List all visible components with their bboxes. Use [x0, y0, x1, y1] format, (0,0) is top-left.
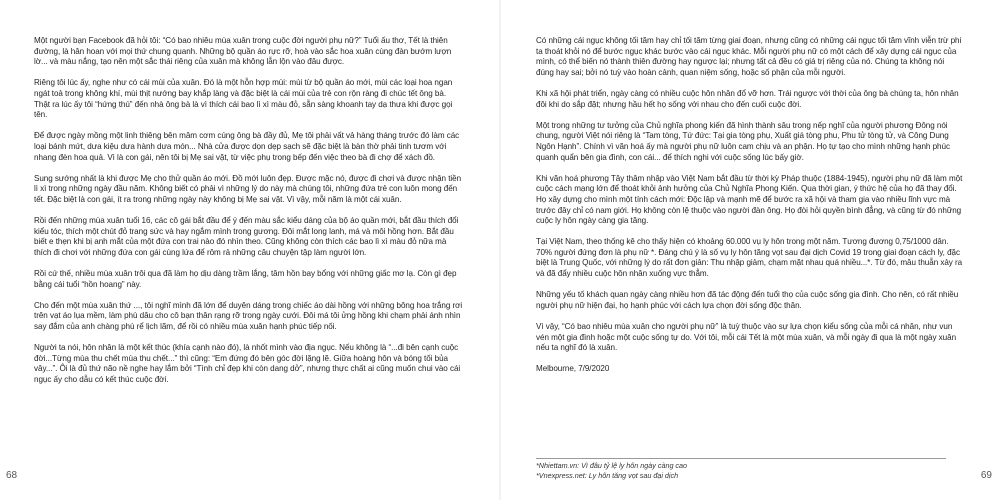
- paragraph: Vì vậy, “Có bao nhiêu mùa xuân cho người phụ nữ” là tuỳ thuộc vào sự lựa chọn kiểu sống của mỗi cá nhân, như vun vén một gia đình hoặc một cuộc sống tự do. Với tôi, mỗi cái Tết là một mùa xuân, và mỗi ngày đi qua là một ngày xuân nếu ta nghĩ đó là xuân.: [536, 322, 957, 353]
- paragraph: Sung sướng nhất là khi được Mẹ cho thử quần áo mới. Đồ mới luôn đẹp. Được mặc nó, được đi chơi và được nhận tiền lì xì trong những ngày đầu năm. Không biết có phải vì những lý do này mà chúng tôi, những đứa trẻ con luôn mong đến tết. Đặc biệt là con gái, ít ra trong những ngày này không bị Mẹ sai vặt. Vì vậy, mỗi năm là một cái xuân.: [34, 173, 462, 204]
- left-text-column: [34, 36, 464, 396]
- paragraph: Người ta nói, hôn nhân là một kết thúc (khía cạnh nào đó), là nhốt mình vào địa ngục. Nếu không là “...đi bên cạnh cuộc đời...Từng mùa thu chết mùa thu chết...” thì cũng: “Em đứng đó bên góc đời lặng lẽ. Giữa hoàng hôn và bóng tối bủa vây...”. Ôi là đủ thứ não nề nghe hay lắm bởi “Tình chỉ đẹp khi còn dang dở”, nhưng thực chất ai cũng muốn chui vào cái ngục ấy cho dẫu có kết thúc cuộc đời.: [34, 343, 461, 384]
- paragraph: Một người bạn Facebook đã hỏi tôi: “Có bao nhiêu mùa xuân trong cuộc đời người phụ nữ?” Tuổi ấu thơ, Tết là thiên đường, là hân hoan với mọi thứ chung quanh. Những bộ quần áo rực rỡ, hoà vào sắc hoa xuân cùng đàn bướm lượn lờ... và màu nắng, tạo nên một sắc thái riêng của xuân mà không lẫn lộn vào đâu được.: [34, 36, 452, 67]
- footnotes: [536, 461, 956, 481]
- paragraph: Để được ngày mồng một linh thiêng bên mâm cơm cúng ông bà đầy đủ, Mẹ tôi phải vất vả hàng tháng trước đó làm các loại bánh mứt, dưa kiệu dưa hành dưa món... Nhà cửa được dọn dẹp sạch sẽ đặc biệt là bàn thờ phải tinh tươm với nhang đèn hoa quả. Vì là con gái, nên tôi bị Mẹ sai vặt, từ việc phụ trong bếp đến việc theo bà đi chợ để xách đồ.: [34, 131, 460, 162]
- footnote: *Nhiettam.vn: Vì đâu tỷ lệ ly hôn ngày càng cao: [536, 461, 688, 470]
- paragraph: Những yếu tố khách quan ngày càng nhiều hơn đã tác động đến tuổi thọ của cuộc sống gia đình. Cho nên, có rất nhiều người phụ nữ hiện đại, họ hạnh phúc với cách lựa chọn đời sống độc thân.: [536, 290, 959, 310]
- right-page: [500, 0, 1000, 500]
- paragraph: Một trong những tư tưởng của Chủ nghĩa phong kiến đã hình thành sâu trong nếp nghĩ của người phương Đông nói chung, người Việt nói riêng là “Tam tòng, Tứ đức: Tại gia tòng phụ, Xuất giá tòng phu, Phu tử tòng tử, và Công Dung Ngôn Hạnh”. Chính vì văn hoá ấy mà người phụ nữ luôn cam chịu và an phận. Họ tự tạo cho mình những hạnh phúc quanh quẩn bên gia đình, con cái... để thích nghi với cuộc sống lúc bấy giờ.: [536, 120, 950, 162]
- paragraph: Cho đến một mùa xuân thứ ..., tôi nghĩ mình đã lớn để duyên dáng trong chiếc áo dài hồng với những bông hoa trắng rơi trên vạt áo lụa mềm, làm phù dâu cho cô bạn thân rạng rỡ trong ngày cưới. Đôi má tôi ửng hồng khi chạm phải ánh nhìn say đắm của anh chàng phù rể lịch lãm, để rồi có nhiều mùa xuân hạnh phúc tiếp nối.: [34, 300, 463, 332]
- footnote-divider: [536, 458, 946, 459]
- paragraph: Rồi cứ thế, nhiều mùa xuân trôi qua đã làm họ dịu dàng trầm lắng, tâm hồn bay bổng với những giấc mơ lạ. Còn gì đẹp bằng cái tuổi “hồn hoang” này.: [34, 269, 457, 289]
- right-page-number: 69: [980, 470, 992, 481]
- signoff-place-date: Melbourne, 7/9/2020: [536, 364, 610, 374]
- paragraph: Khi văn hoá phương Tây thâm nhập vào Việt Nam bắt đầu từ thời kỳ Pháp thuộc (1884-1945), người phụ nữ đã làm một cuộc cách mạng lớn để thoát khỏi ảnh hưởng của Chủ Nghĩa Phong Kiến. Qua thời gian, ý thức hệ của họ đã thay đổi. Họ xây dựng cho mình một tính cách mới: Độc lập và mạnh mẽ để bước ra xã hội và tham gia vào nhiều lĩnh vực mà trước đây chỉ có nam giới. Họ không còn lệ thuộc vào người đàn ông. Họ đòi hỏi quyền bình đẳng, và cũng từ đó những cuộc ly hôn ngày càng gia tăng.: [536, 173, 963, 226]
- left-page-number: 68: [6, 470, 18, 481]
- footnote: *Vnexpress.net: Ly hôn tăng vọt sau đại dịch: [536, 471, 679, 480]
- paragraph: Tại Việt Nam, theo thống kê cho thấy hiện có khoảng 60.000 vụ ly hôn trong một năm. Tương đương 0,75/1000 dân. 70% người đứng đơn là phụ nữ *. Đáng chú ý là số vụ ly hôn tăng vọt sau đại dịch Covid 19 trong giai đoạn cách ly, đặc biệt là Trung Quốc, với những lý do rất đơn giản: Thu nhập giảm, chạm mặt nhau quá nhiều...*. Từ đó, mâu thuẫn xảy ra và đã đẩy nhiều cuộc hôn nhân xuống vực thẳm.: [536, 237, 963, 279]
- right-text-column: [536, 36, 964, 386]
- paragraph: Rồi đến những mùa xuân tuổi 16, các cô gái bắt đầu để ý đến màu sắc kiểu dáng của bộ áo quần mới, bắt đầu thích đổi kiểu tóc, thích một chút đỏ trang sức và hay ngắm mình trong gương. Đôi mắt long lanh, má và môi hồng hơn. Bắt đầu biết e thẹn khi bị anh mắt của một đứa con trai nào đó nhìn theo. Cũng không còn thích các bao lì xì màu đỏ nữa mà thích đi chơi với những đứa con gái cùng lứa để rôm rả những câu chuyện tập làm người lớn.: [34, 216, 459, 257]
- paragraph: Có những cái ngục không tối tăm hay chỉ tối tăm từng giai đoạn, nhưng cũng có những cái ngục tối tăm vĩnh viễn trừ phi ta thoát khỏi nó để bước ngục khác bước vào cái ngục khác. Mỗi người phụ nữ có một cách để xây dựng cái ngục của mình, có thể biến nó thành thiên đường hay ngược lại; nhưng tất cả đều có giá trị riêng của nó. Chúng ta không nói đúng hay sai; bởi nó tuỳ vào hoàn cảnh, quan niệm sống, hoặc số phận của mỗi người.: [536, 36, 962, 77]
- paragraph: Riêng tôi lúc ấy, nghe như có cái mùi của xuân. Đó là một hỗn hợp mùi: mùi từ bộ quần áo mới, mùi các loại hoa ngan ngát toả trong không khí, mùi thịt nướng bay khắp làng và đặc biệt là cái mùi của trẻ con rộn ràng đi chúc tết ông bà. Thật ra lúc ấy tôi “hứng thú” đến nhà ông bà là vì thích cái bao lì xì màu đỏ, sẵn sàng khoanh tay dạ thưa khi được gọi tên.: [34, 78, 453, 120]
- paragraph: Khi xã hội phát triển, ngày càng có nhiều cuộc hôn nhân đổ vỡ hơn. Trái ngược với thời của ông bà chúng ta, hôn nhân đôi khi do sắp đặt; nhưng hầu hết họ sống với nhau cho đến cuối cuộc đời.: [536, 88, 959, 109]
